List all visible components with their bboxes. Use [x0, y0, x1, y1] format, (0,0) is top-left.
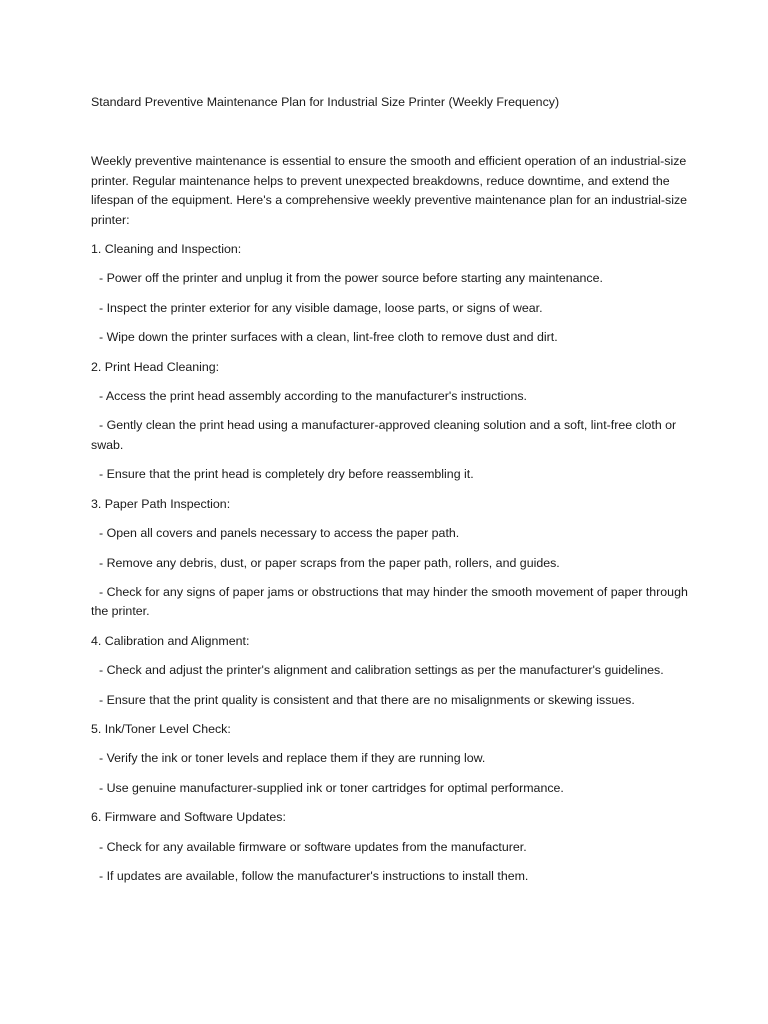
section-heading: 2. Print Head Cleaning:: [91, 359, 220, 374]
list-item: - Check and adjust the printer's alignment and calibration settings as per the manufacturer's guidelines.: [99, 663, 664, 678]
document-page: [91, 93, 691, 896]
list-item: - Use genuine manufacturer-supplied ink or toner cartridges for optimal performance.: [99, 780, 564, 795]
list-item: - If updates are available, follow the manufacturer's instructions to install them.: [99, 868, 529, 883]
list-item: - Inspect the printer exterior for any visible damage, loose parts, or signs of wear.: [99, 300, 543, 315]
section-paper-path-inspection: [91, 495, 691, 622]
list-item: - Remove any debris, dust, or paper scraps from the paper path, rollers, and guides.: [99, 555, 560, 570]
list-item: - Check for any available firmware or software updates from the manufacturer.: [99, 839, 527, 854]
list-item: - Ensure that the print quality is consistent and that there are no misalignments or skewing issues.: [99, 692, 635, 707]
section-firmware-software-updates: [91, 808, 691, 886]
section-heading: 4. Calibration and Alignment:: [91, 633, 250, 648]
section-heading: 6. Firmware and Software Updates:: [91, 810, 286, 825]
section-heading: 5. Ink/Toner Level Check:: [91, 721, 231, 736]
list-item: - Power off the printer and unplug it from the power source before starting any maintenance.: [99, 271, 603, 286]
list-item: - Gently clean the print head using a manufacturer-approved cleaning solution and a soft, lint-free cloth or swab.: [91, 418, 677, 452]
list-item: - Wipe down the printer surfaces with a clean, lint-free cloth to remove dust and dirt.: [99, 330, 558, 345]
section-print-head-cleaning: [91, 358, 691, 485]
section-heading: 1. Cleaning and Inspection:: [91, 242, 242, 257]
list-item: - Check for any signs of paper jams or obstructions that may hinder the smooth movement of paper through the printer.: [91, 584, 688, 619]
list-item: - Access the print head assembly according to the manufacturer's instructions.: [99, 389, 527, 404]
section-calibration-alignment: [91, 632, 691, 710]
section-heading: 3. Paper Path Inspection:: [91, 496, 231, 511]
intro-paragraph: Weekly preventive maintenance is essential to ensure the smooth and efficient operation of an industrial-size printer. Regular maintenance helps to prevent unexpected breakdowns, reduce downtime, and extend the lifespan of the equipment. Here's a comprehensive weekly preventive maintenance plan for an industrial-size printer:: [91, 154, 688, 227]
list-item: - Open all covers and panels necessary to access the paper path.: [99, 526, 460, 541]
section-cleaning-inspection: [91, 240, 691, 348]
list-item: - Verify the ink or toner levels and replace them if they are running low.: [99, 751, 486, 766]
list-item: - Ensure that the print head is completely dry before reassembling it.: [99, 467, 474, 482]
section-ink-toner-check: [91, 720, 691, 798]
document-title: Standard Preventive Maintenance Plan for Industrial Size Printer (Weekly Frequency): [91, 95, 560, 109]
